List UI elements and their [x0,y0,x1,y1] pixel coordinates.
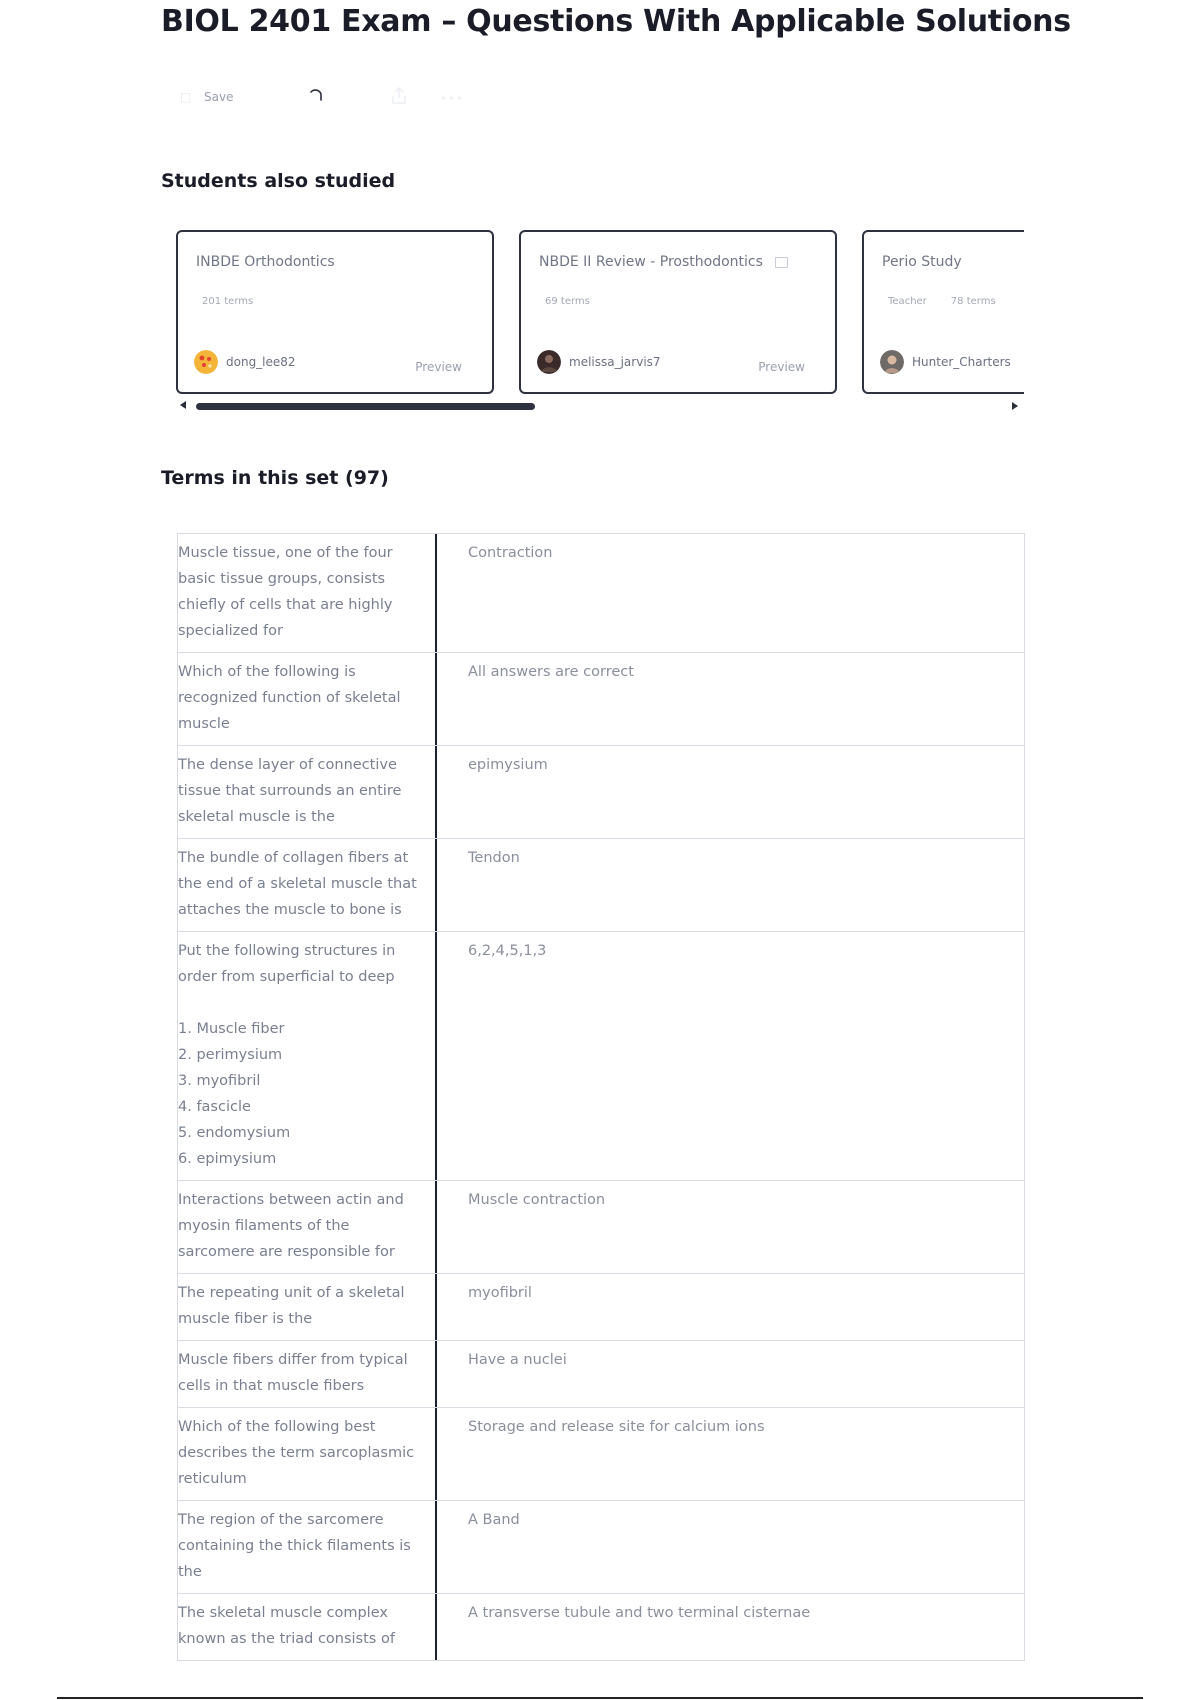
avatar [880,350,904,374]
more-options-icon[interactable]: ••• [440,92,465,106]
card-title: Perio Study [882,254,962,270]
term-answer: Storage and release site for calcium ions [468,1419,765,1435]
study-set-card[interactable] [519,230,837,394]
card-title-text: NBDE II Review - Prosthodontics [539,254,763,270]
table-row [177,746,1025,839]
terms-count: 78 terms [950,296,996,307]
term-answer: A transverse tubule and two terminal cisternae [468,1605,811,1621]
table-row [177,653,1025,746]
terms-count: 201 terms [202,296,254,307]
avatar [537,350,561,374]
author-name[interactable]: melissa_jarvis7 [569,355,661,369]
term-question: Muscle tissue, one of the four basic tissue groups, consists chiefly of cells that are highly specialized for [178,534,437,652]
preview-button[interactable]: Preview [415,360,462,374]
study-set-carousel[interactable] [176,230,1024,415]
terms-count: 69 terms [545,296,590,307]
term-answer: Muscle contraction [468,1192,606,1208]
study-set-card[interactable] [176,230,494,394]
card-meta [202,296,253,307]
author-name[interactable]: Hunter_Charters [912,355,1011,369]
preview-button[interactable]: Preview [758,360,805,374]
avatar [194,350,218,374]
students-also-studied-heading: Students also studied [161,170,396,192]
study-set-card[interactable] [862,230,1024,394]
page-bottom-rule [57,1697,1143,1699]
carousel-scrollbar[interactable] [196,403,535,410]
card-meta [545,296,590,307]
term-answer: A Band [468,1512,520,1528]
teacher-badge: Teacher [888,296,927,307]
term-answer: All answers are correct [468,664,634,680]
term-question: Interactions between actin and myosin filaments of the sarcomere are responsible for [178,1181,437,1273]
table-row [177,1408,1025,1501]
image-badge-icon [775,257,788,268]
author-name[interactable]: dong_lee82 [226,355,296,369]
share-icon[interactable] [390,86,408,106]
toolbar [180,82,500,114]
table-row [177,839,1025,932]
term-question: Muscle fibers differ from typical cells in that muscle fibers [178,1341,437,1407]
save-button[interactable]: Save [204,90,234,104]
term-answer: epimysium [468,757,548,773]
term-question: The skeletal muscle complex known as the triad consists of [178,1594,437,1660]
table-row [177,1594,1025,1661]
term-answer: Have a nuclei [468,1352,567,1368]
card-meta [888,296,996,307]
page-title: BIOL 2401 Exam – Questions With Applicable Solutions [161,4,1071,39]
term-question: The region of the sarcomere containing the thick filaments is the [178,1501,437,1593]
term-answer: myofibril [468,1285,532,1301]
term-question: Which of the following is recognized function of skeletal muscle [178,653,437,745]
term-answer: Contraction [468,545,553,561]
carousel-scroll-right-icon[interactable] [1012,402,1018,410]
table-row [177,1274,1025,1341]
loading-spinner-icon [308,88,324,104]
card-title: INBDE Orthodontics [196,254,335,270]
table-row [177,534,1025,653]
term-answer: Tendon [468,850,520,866]
table-row [177,1501,1025,1594]
table-row [177,1181,1025,1274]
table-row [177,1341,1025,1408]
carousel-scroll-left-icon[interactable] [180,401,186,409]
term-question: The repeating unit of a skeletal muscle fiber is the [178,1274,437,1340]
term-question: The dense layer of connective tissue that surrounds an entire skeletal muscle is the [178,746,437,838]
term-question: Which of the following best describes the term sarcoplasmic reticulum [178,1408,437,1500]
term-answer: 6,2,4,5,1,3 [468,943,547,959]
term-question: Put the following structures in order from superficial to deep 1. Muscle fiber 2. perimysium 3. myofibril 4. fascicle 5. endomysium 6. epimysium [178,932,437,1180]
terms-in-set-heading: Terms in this set (97) [161,467,389,489]
term-question: The bundle of collagen fibers at the end of a skeletal muscle that attaches the muscle to bone is [178,839,437,931]
bookmark-icon[interactable]: □ [180,90,192,104]
card-title [539,254,788,270]
table-row [177,932,1025,1181]
terms-table [177,533,1025,1661]
